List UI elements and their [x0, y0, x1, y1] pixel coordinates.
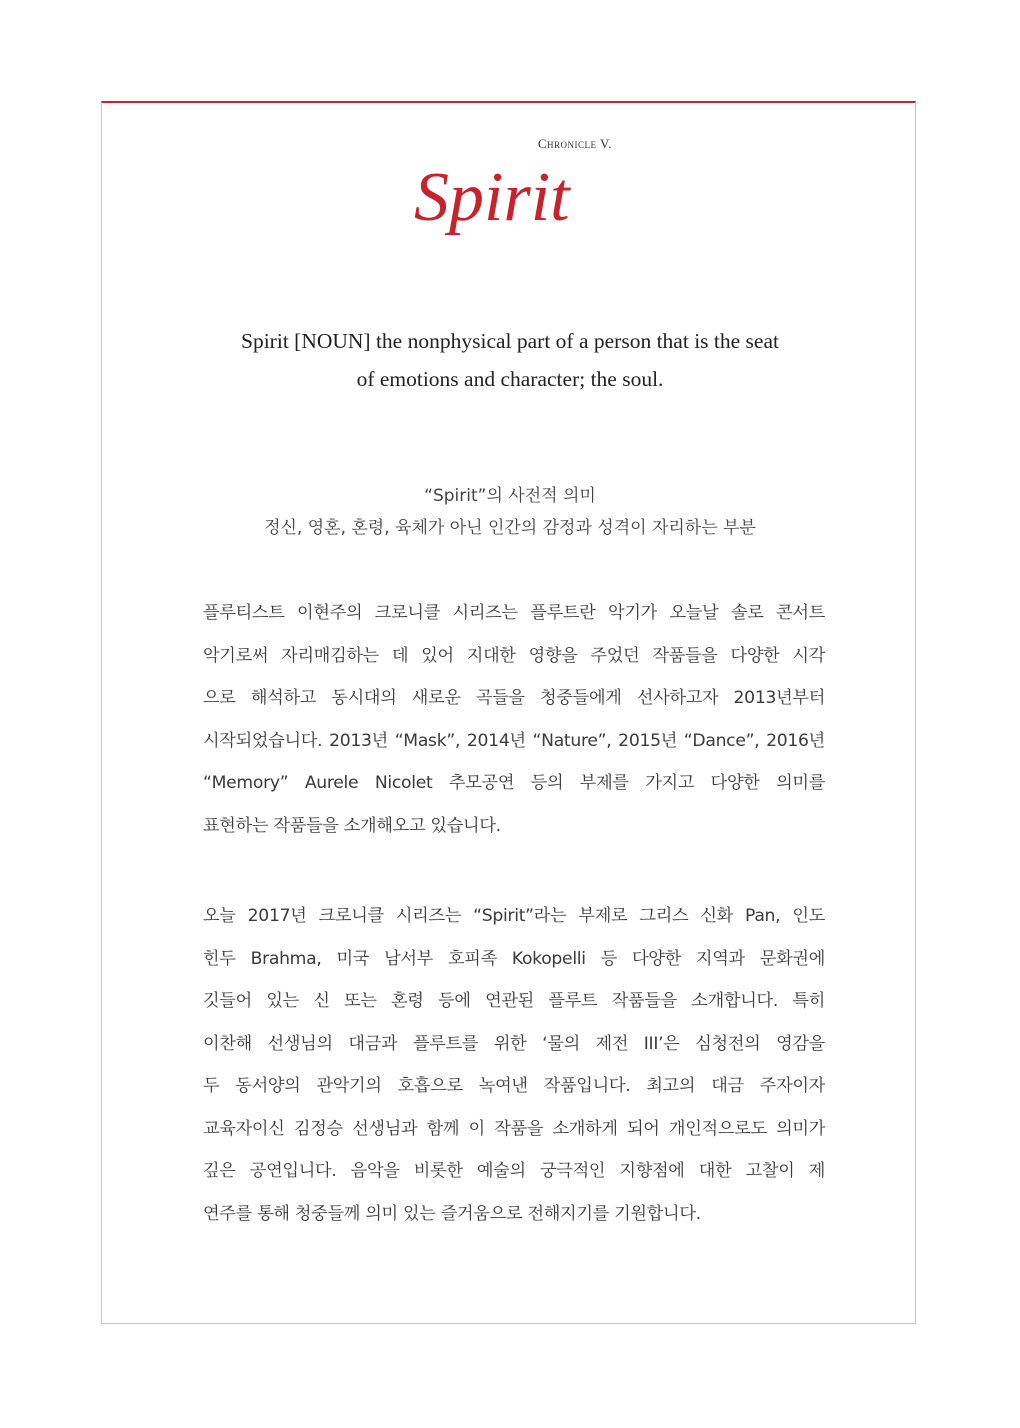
meaning-text: 정신, 영혼, 혼령, 육체가 아닌 인간의 감정과 성격이 자리하는 부분 [264, 518, 756, 538]
definition-line: Spirit [NOUN] the nonphysical part of a person that is the seat [241, 329, 779, 353]
paragraph-line: 두 동서양의 관악기의 호흡으로 녹여낸 작품입니다. 최고의 대금 주자이자 [203, 1076, 825, 1096]
paragraph-line: 표현하는 작품들을 소개해오고 있습니다. [203, 815, 501, 836]
program-paragraph [203, 895, 825, 1235]
intro-paragraph [203, 592, 825, 847]
logo-subtitle: Chronicle V. [537, 136, 612, 151]
paragraph-line: 시작되었습니다. 2013년 “Mask”, 2014년 “Nature”, 2015년 “Dance”, 2016년 [203, 730, 825, 751]
paragraph-line: 힌두 Brahma, 미국 남서부 호피족 Kokopelli 등 다양한 지역과 문화권에 [203, 948, 825, 969]
paragraph-line: “Memory” Aurele Nicolet 추모공연 등의 부제를 가지고 다양한 의미를 [203, 773, 825, 793]
paragraph-line: 깊은 공연입니다. 음악을 비롯한 예술의 궁극적인 지향점에 대한 고찰이 제 [203, 1161, 825, 1181]
paragraph-line: 교육자이신 김정승 선생님과 함께 이 작품을 소개하게 되어 개인적으로도 의미가 [203, 1118, 825, 1139]
spirit-script-logo [410, 150, 620, 242]
paragraph-line: 이찬해 선생님의 대금과 플루트를 위한 ‘물의 제전 III’은 심청전의 영감을 [203, 1033, 825, 1054]
paragraph-line: 깃들어 있는 신 또는 혼령 등에 연관된 플루트 작품들을 소개합니다. 특히 [203, 991, 825, 1011]
logo-script-word: Spirit [414, 159, 570, 236]
paragraph-line: 으로 해석하고 동시대의 새로운 곡들을 청중들에게 선사하고자 2013년부터 [203, 688, 825, 708]
paragraph-line: 플루티스트 이현주의 크로니클 시리즈는 플루트란 악기가 오늘날 솔로 콘서트 [203, 603, 825, 623]
meaning-heading: “Spirit”의 사전적 의미 [424, 486, 596, 506]
korean-meaning [180, 480, 840, 544]
paragraph-line: 악기로써 자리매김하는 데 있어 지대한 영향을 주었던 작품들을 다양한 시각 [203, 645, 825, 666]
chronicle-logo [410, 136, 620, 246]
english-definition [180, 322, 840, 398]
definition-line: of emotions and character; the soul. [356, 367, 664, 391]
paragraph-line: 오늘 2017년 크로니클 시리즈는 “Spirit”라는 부제로 그리스 신화 Pan, 인도 [203, 906, 825, 926]
paragraph-line: 연주를 통해 청중들께 의미 있는 즐거움으로 전해지기를 기원합니다. [203, 1203, 701, 1224]
